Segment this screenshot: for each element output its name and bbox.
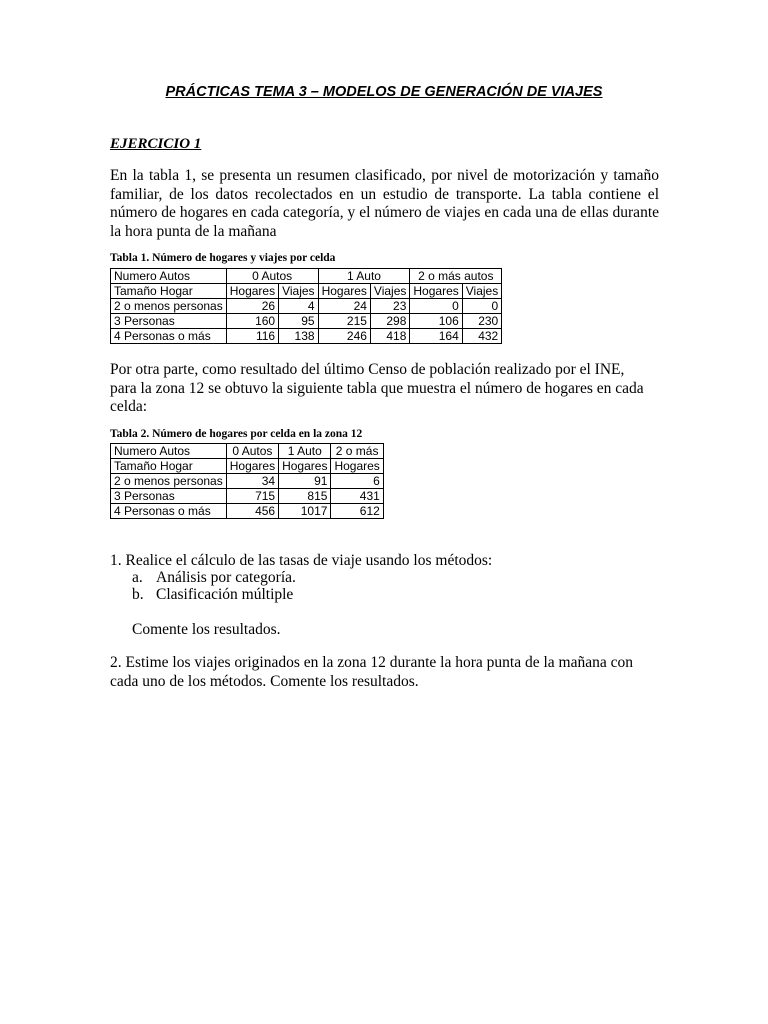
table-cell: 4 Personas o más bbox=[111, 504, 227, 519]
paragraph-line: Por otra parte, como resultado del último Censo de población realizado por el INE, bbox=[110, 361, 625, 378]
table-cell: 91 bbox=[279, 474, 331, 489]
paragraph-line: celda: bbox=[110, 398, 148, 415]
table-cell: 4 bbox=[279, 299, 318, 314]
table-cell: 432 bbox=[462, 329, 501, 344]
section-heading: EJERCICIO 1 bbox=[110, 136, 202, 152]
paragraph-line: cada uno de los métodos. Comente los resultados. bbox=[110, 672, 419, 690]
table-cell: 23 bbox=[370, 299, 409, 314]
table-row bbox=[111, 504, 384, 519]
table-header-cell: 2 o más bbox=[331, 444, 383, 459]
table-cell: 418 bbox=[370, 329, 409, 344]
table-header-cell: Numero Autos bbox=[111, 444, 227, 459]
table-header-cell: Hogares bbox=[226, 284, 278, 299]
table-header-cell: 0 Autos bbox=[226, 444, 278, 459]
question-1: 1. Realice el cálculo de las tasas de viaje usando los métodos: bbox=[110, 552, 493, 569]
paragraph-line: 2. Estime los viajes originados en la zona 12 durante la hora punta de la mañana con bbox=[110, 654, 633, 671]
table-header-cell: Hogares bbox=[226, 459, 278, 474]
table-header-cell: Numero Autos bbox=[111, 269, 227, 284]
paragraph-line: para la zona 12 se obtuvo la siguiente tabla que muestra el número de hogares en cada bbox=[110, 379, 644, 397]
table-header-cell: Tamaño Hogar bbox=[111, 459, 227, 474]
table-header-cell: 1 Auto bbox=[318, 269, 410, 284]
table-cell: 2 o menos personas bbox=[111, 474, 227, 489]
table-header-row bbox=[111, 284, 502, 299]
table1-caption: Tabla 1. Número de hogares y viajes por celda bbox=[110, 252, 336, 264]
table-header-row bbox=[111, 459, 384, 474]
table-cell: 164 bbox=[410, 329, 462, 344]
table-row bbox=[111, 474, 384, 489]
table-row bbox=[111, 329, 502, 344]
table-cell: 0 bbox=[410, 299, 462, 314]
table-cell: 431 bbox=[331, 489, 383, 504]
table-cell: 116 bbox=[226, 329, 278, 344]
table-cell: 1017 bbox=[279, 504, 331, 519]
table-row bbox=[111, 299, 502, 314]
table-cell: 298 bbox=[370, 314, 409, 329]
table-cell: 3 Personas bbox=[111, 314, 227, 329]
table-cell: 138 bbox=[279, 329, 318, 344]
table-header-row bbox=[111, 269, 502, 284]
table-header-cell: Viajes bbox=[279, 284, 318, 299]
question-2 bbox=[110, 654, 633, 691]
table-header-cell: Viajes bbox=[370, 284, 409, 299]
table-header-cell: Hogares bbox=[318, 284, 370, 299]
list-item-marker: a. bbox=[132, 569, 143, 586]
table-row bbox=[111, 314, 502, 329]
table-cell: 2 o menos personas bbox=[111, 299, 227, 314]
table-header-cell: Hogares bbox=[331, 459, 383, 474]
table-header-cell: Tamaño Hogar bbox=[111, 284, 227, 299]
table-cell: 106 bbox=[410, 314, 462, 329]
table-cell: 230 bbox=[462, 314, 501, 329]
table-header-cell: 2 o más autos bbox=[410, 269, 502, 284]
table-cell: 715 bbox=[226, 489, 278, 504]
list-item-marker: b. bbox=[132, 586, 144, 603]
page-title: PRÁCTICAS TEMA 3 – MODELOS DE GENERACIÓN DE VIAJES bbox=[165, 84, 603, 100]
table-cell: 4 Personas o más bbox=[111, 329, 227, 344]
question-1-comment: Comente los resultados. bbox=[132, 621, 281, 638]
table-row bbox=[111, 489, 384, 504]
table-header-cell: 1 Auto bbox=[279, 444, 331, 459]
table-cell: 160 bbox=[226, 314, 278, 329]
table-header-cell: Hogares bbox=[279, 459, 331, 474]
table-cell: 612 bbox=[331, 504, 383, 519]
table1 bbox=[110, 268, 502, 344]
table-cell: 246 bbox=[318, 329, 370, 344]
table-cell: 6 bbox=[331, 474, 383, 489]
table-header-row bbox=[111, 444, 384, 459]
list-item: Análisis por categoría. bbox=[156, 569, 296, 586]
list-item: Clasificación múltiple bbox=[156, 586, 294, 603]
table-cell: 34 bbox=[226, 474, 278, 489]
table-cell: 24 bbox=[318, 299, 370, 314]
table2 bbox=[110, 443, 384, 519]
table-cell: 0 bbox=[462, 299, 501, 314]
table-cell: 815 bbox=[279, 489, 331, 504]
table-cell: 215 bbox=[318, 314, 370, 329]
table-cell: 26 bbox=[226, 299, 278, 314]
table-cell: 456 bbox=[226, 504, 278, 519]
middle-paragraph bbox=[110, 361, 670, 417]
table-cell: 3 Personas bbox=[111, 489, 227, 504]
table2-caption: Tabla 2. Número de hogares por celda en la zona 12 bbox=[110, 428, 363, 440]
table-header-cell: 0 Autos bbox=[226, 269, 318, 284]
table-header-cell: Viajes bbox=[462, 284, 501, 299]
table-header-cell: Hogares bbox=[410, 284, 462, 299]
intro-paragraph: En la tabla 1, se presenta un resumen clasificado, por nivel de motorización y tamaño familiar, de los datos recolectados en un estudio de transporte. La tabla contiene el número de hogares en cada categoría, y el número de viajes en cada una de ellas durante la hora punta de la mañana bbox=[110, 167, 659, 240]
table-cell: 95 bbox=[279, 314, 318, 329]
